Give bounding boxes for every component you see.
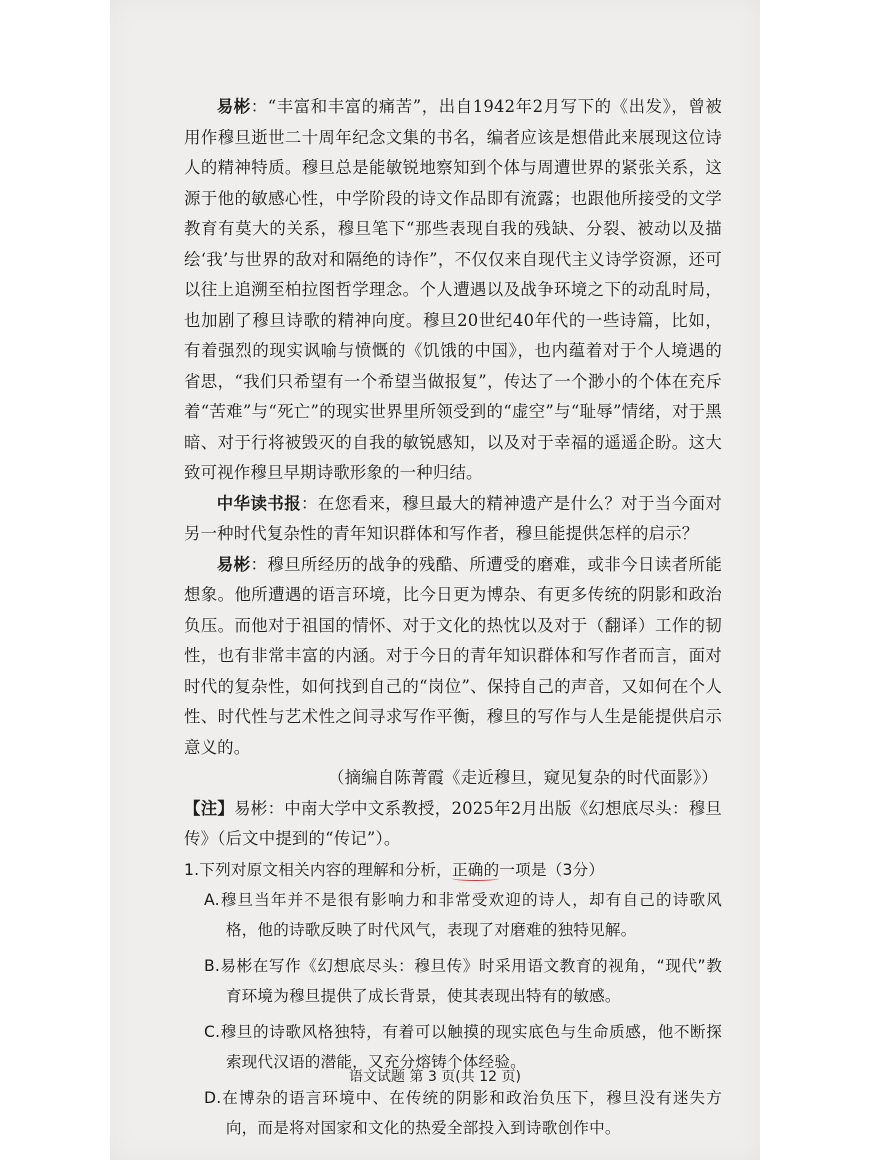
option-d[interactable] <box>204 1083 722 1143</box>
question-options <box>184 885 722 1143</box>
author-note <box>184 794 722 855</box>
option-b[interactable] <box>204 951 722 1011</box>
question-keyword: 正确的 <box>451 860 500 879</box>
paragraph-text: ：“丰富和丰富的痛苦”，出自1942年2月写下的《出发》，曾被用作穆旦逝世二十周年纪念文集的书名，编者应该是想借此来展现这位诗人的精神特质。穆旦总是能敏锐地察知到个体与周遭世界的紧张关系，这源于他的敏感心性，中学阶段的诗文作品即有流露；也跟他所接受的文学教育有莫大的关系，穆旦笔下“那些表现自我的残缺、分裂、被动以及描绘‘我’与世界的敌对和隔绝的诗作”，不仅仅来自现代主义诗学资源，还可以往上追溯至柏拉图哲学理念。个人遭遇以及战争环境之下的动乱时局，也加剧了穆旦诗歌的精神向度。穆旦20世纪40年代的一些诗篇，比如，有着强烈的现实讽喻与愤慨的《饥饿的中国》，也内蕴着对于个人境遇的省思，“我们只希望有一个希望当做报复”，传达了一个渺小的个体在充斥着“苦难”与“死亡”的现实世界里所领受到的“虚空”与“耻辱”情绪，对于黑暗、对于行将被毁灭的自我的敏锐感知，以及对于幸福的遥遥企盼。这大致可视作穆旦早期诗歌形象的一种归结。 <box>184 97 722 482</box>
speaker-name: 中华读书报 <box>216 493 302 513</box>
option-text: 易彬在写作《幻想底尽头：穆旦传》时采用语文教育的视角，“现代”教育环境为穆旦提供了成长背景，使其表现出特有的敏感。 <box>220 957 722 1005</box>
source-citation: （摘编自陈菁霞《走近穆旦，窥见复杂的时代面影》） <box>328 768 718 787</box>
paragraph-text: ：在您看来，穆旦最大的精神遗产是什么？对于当今面对另一种时代复杂性的青年知识群体和写作者，穆旦能提供怎样的启示？ <box>184 493 723 543</box>
paragraph-3 <box>184 550 722 764</box>
option-letter: B. <box>204 957 221 975</box>
option-text: 穆旦当年并不是很有影响力和非常受欢迎的诗人，却有自己的诗歌风格，他的诗歌反映了时代风气，表现了对磨难的独特见解。 <box>219 891 722 939</box>
question-stem <box>184 855 722 886</box>
paragraph-text: ：穆旦所经历的战争的残酷、所遭受的磨难，或非今日读者所能想象。他所遭遇的语言环境，比今日更为博杂、有更多传统的阴影和政治负压。而他对于祖国的情怀、对于文化的热忱以及对于（翻译）工作的韧性，也有非常丰富的内涵。对于今日的青年知识群体和写作者而言，面对时代的复杂性，如何找到自己的“岗位”、保持自己的声音，又如何在个人性、时代性与艺术性之间寻求写作平衡，穆旦的写作与人生是能提供启示意义的。 <box>184 554 722 757</box>
question-prefix: 1.下列对原文相关内容的理解和分析， <box>184 860 452 879</box>
option-text: 在博杂的语言环境中、在传统的阴影和政治负压下，穆旦没有迷失方向，而是将对国家和文化的热爱全部投入到诗歌创作中。 <box>221 1089 722 1137</box>
option-letter: D. <box>204 1089 222 1107</box>
paragraph-2 <box>184 489 722 550</box>
question-suffix: 一项是（3分） <box>499 860 605 879</box>
note-text: 易彬：中南大学中文系教授，2025年2月出版《幻想底尽头：穆旦传》（后文中提到的“传记”）。 <box>184 798 722 848</box>
option-a[interactable] <box>204 885 722 945</box>
speaker-name: 易彬 <box>216 97 251 116</box>
speaker-name: 易彬 <box>216 554 251 574</box>
option-text: 穆旦的诗歌风格独特，有着可以触摸的现实底色与生命质感，他不断探索现代汉语的潜能，又充分熔铸个体经验。 <box>220 1023 722 1071</box>
paragraph-1 <box>184 92 722 489</box>
option-letter: A. <box>204 891 220 909</box>
page-footer: 语文试题 第 3 页(共 12 页) <box>349 1069 521 1085</box>
option-letter: C. <box>204 1023 221 1041</box>
note-label: 【注】 <box>184 798 235 818</box>
page-content <box>184 92 722 1149</box>
